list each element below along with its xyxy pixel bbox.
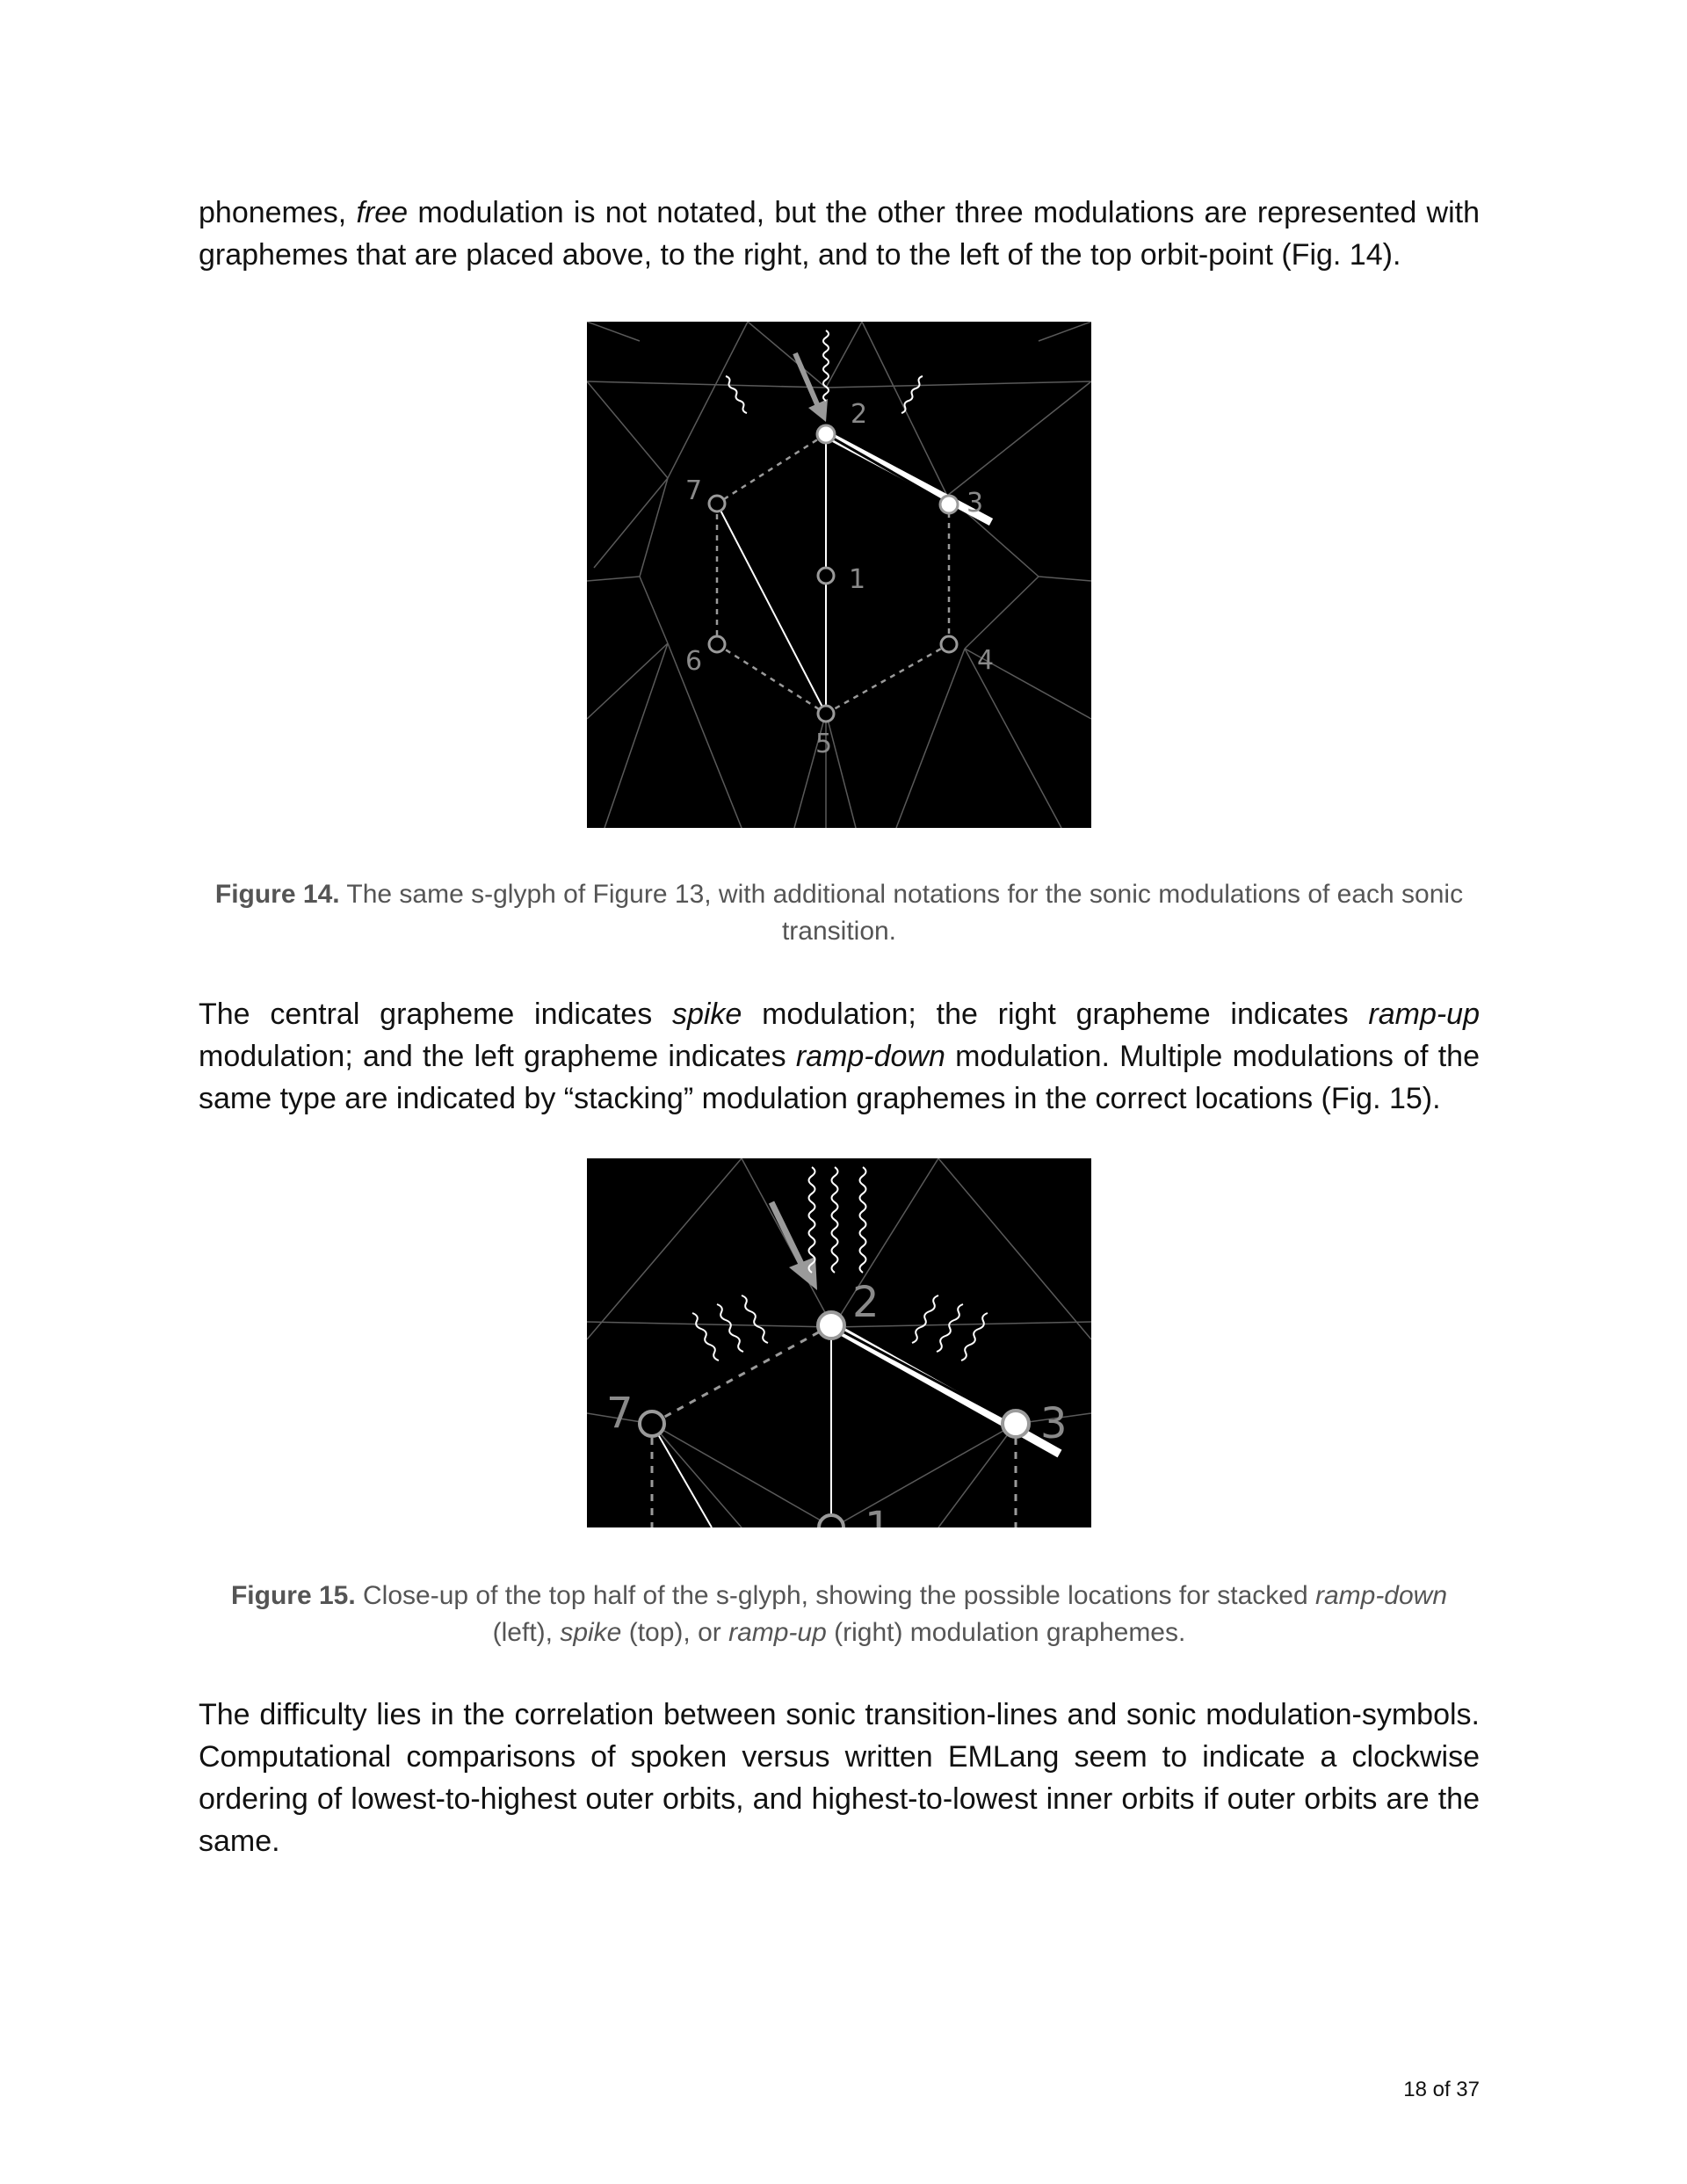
italic-text: free: [356, 196, 409, 229]
text-run: The difficulty lies in the correlation between sonic transition-lines and sonic modulation-symbols. Computational comparisons of spoken versus written EMLang seem to indicate a clockwise ordering of lowest-to-highest outer orbits, and highest-to-lowest inner orbits if outer orbits are the same.: [199, 1698, 1480, 1858]
italic-text: ramp-down: [795, 1040, 945, 1073]
caption-text: The same s-glyph of Figure 13, with additional notations for the sonic modulations of each sonic transition.: [339, 880, 1464, 946]
figure-14-image: [587, 322, 1091, 828]
caption-text: (left),: [492, 1618, 561, 1647]
text-run: modulation. Multiple modulations of the same type are indicated by “stacking” modulation graphemes in the correct locations (Fig. 15).: [199, 1040, 1480, 1115]
italic-text: ramp-up: [1368, 998, 1480, 1031]
text-run: modulation; and the left grapheme indicates: [199, 1040, 796, 1073]
orbit-label: 2: [851, 399, 868, 430]
caption-text: Close-up of the top half of the s-glyph, showing the possible locations for stacked: [355, 1581, 1315, 1610]
orbit-label: 7: [685, 475, 703, 506]
italic-text: ramp-down: [1314, 1581, 1448, 1610]
figure-15-image: [587, 1158, 1091, 1527]
orbit-label: 2: [852, 1278, 880, 1327]
italic-text: spike: [560, 1618, 622, 1647]
caption-label: Figure 15.: [230, 1581, 356, 1610]
orbit-label: 4: [977, 645, 995, 676]
s-glyph-closeup-diagram: [587, 1158, 1091, 1527]
text-run: The central grapheme indicates: [199, 998, 672, 1031]
paragraph-intro: [199, 192, 1480, 276]
orbit-label: 3: [967, 488, 984, 519]
italic-text: ramp-up: [728, 1618, 827, 1647]
figure-14-caption: [199, 876, 1480, 950]
text-run: phonemes,: [199, 196, 357, 229]
s-glyph-diagram: [587, 322, 1091, 828]
text-run: modulation; the right grapheme indicates: [742, 998, 1369, 1031]
orbit-label: 5: [815, 729, 833, 759]
caption-text: (right) modulation graphemes.: [826, 1618, 1186, 1647]
orbit-label: 3: [1040, 1399, 1068, 1448]
orbit-label: 1: [865, 1503, 892, 1527]
italic-text: spike: [671, 998, 742, 1031]
paragraph-modulation: [199, 993, 1480, 1120]
orbit-label: 7: [606, 1389, 634, 1438]
text-run: modulation is not notated, but the other three modulations are represented with graphemes that are placed above, to the right, and to the left of the top orbit-point (Fig. 14).: [199, 196, 1480, 272]
paragraph-difficulty: [199, 1694, 1480, 1862]
page-number: 18 of 37: [1403, 2078, 1480, 2101]
orbit-label: 6: [685, 646, 703, 677]
caption-label: Figure 14.: [214, 880, 340, 909]
figure-15-caption: [199, 1578, 1480, 1651]
caption-text: (top), or: [621, 1618, 729, 1647]
orbit-label: 1: [849, 564, 866, 595]
